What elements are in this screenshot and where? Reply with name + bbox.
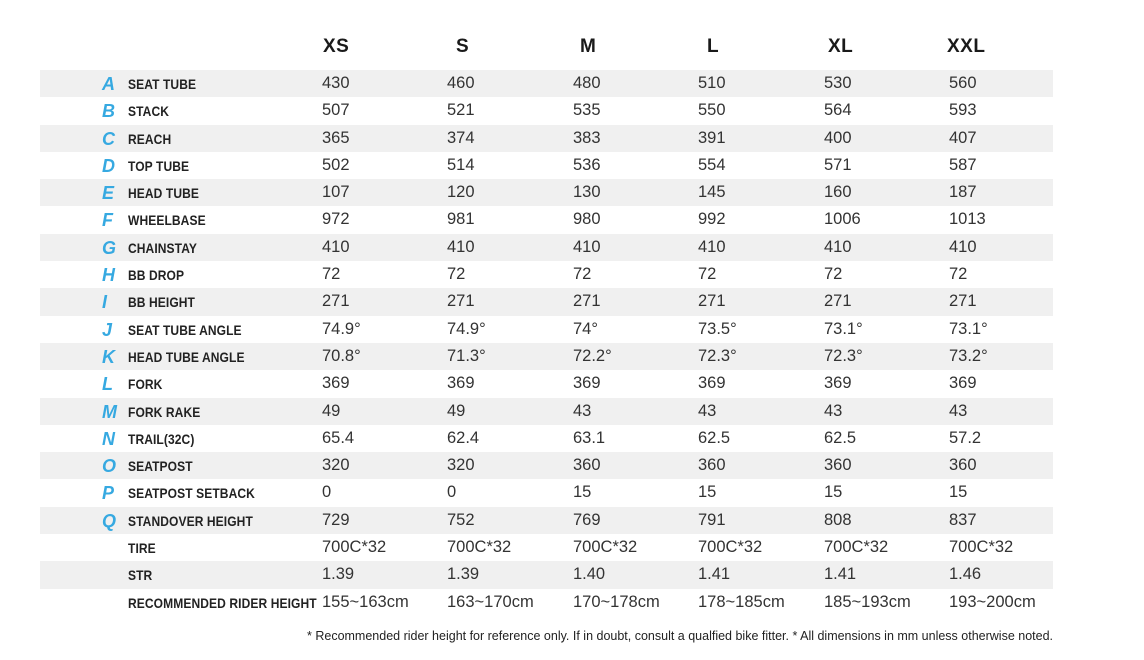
table-cell: 43 [698, 401, 717, 420]
table-cell: 73.2° [949, 346, 988, 365]
table-cell: 587 [949, 155, 977, 174]
table-cell: 407 [949, 128, 977, 147]
table-cell: 271 [698, 292, 726, 311]
row-letter: B [102, 101, 115, 122]
table-cell: 43 [573, 401, 592, 420]
table-cell: 62.5 [698, 428, 731, 447]
table-cell: 554 [698, 155, 726, 174]
table-cell: 187 [949, 183, 977, 202]
table-cell: 72.3° [824, 346, 863, 365]
footnote: * Recommended rider height for reference only. If in doubt, consult a qualfied bike fitter. * All dimensions in mm unless otherwise noted. [307, 629, 1053, 643]
table-cell: 74.9° [322, 319, 361, 338]
table-cell: 700C*32 [573, 538, 638, 557]
table-cell: 73.1° [824, 319, 863, 338]
table-cell: 57.2 [949, 428, 982, 447]
table-cell: 514 [447, 155, 475, 174]
table-row [40, 452, 1053, 479]
row-label: CHAINSTAY [128, 239, 198, 256]
size-header-s: S [456, 36, 470, 57]
row-letter: P [102, 483, 115, 504]
table-row [40, 561, 1053, 588]
table-cell: 410 [698, 237, 726, 256]
row-label: HEAD TUBE ANGLE [128, 348, 245, 365]
size-header-m: M [580, 36, 597, 57]
table-row [40, 589, 1053, 616]
table-cell: 700C*32 [824, 538, 889, 557]
row-letter: C [102, 128, 115, 149]
row-letter: O [102, 456, 117, 477]
row-letter: H [102, 265, 115, 286]
table-row [40, 70, 1053, 97]
table-cell: 752 [447, 510, 475, 529]
table-cell: 700C*32 [949, 538, 1014, 557]
row-letter: M [102, 401, 117, 422]
table-cell: 808 [824, 510, 852, 529]
table-cell: 15 [824, 483, 843, 502]
row-label: BB HEIGHT [128, 294, 195, 311]
table-row [40, 479, 1053, 506]
row-label: STR [128, 567, 153, 584]
table-cell: 430 [322, 74, 350, 92]
table-cell: 72 [824, 265, 843, 284]
table-cell: 65.4 [322, 428, 355, 447]
table-cell: 502 [322, 155, 350, 174]
table-row [40, 343, 1053, 370]
table-cell: 193~200cm [949, 592, 1036, 611]
row-letter: A [102, 74, 115, 94]
table-cell: 593 [949, 101, 977, 120]
table-cell: 972 [322, 210, 350, 229]
table-cell: 700C*32 [322, 538, 387, 557]
row-letter: D [102, 155, 115, 176]
table-cell: 1.39 [447, 565, 480, 584]
table-cell: 535 [573, 101, 601, 120]
table-cell: 49 [447, 401, 466, 420]
table-cell: 369 [949, 374, 977, 393]
table-cell: 510 [698, 74, 726, 92]
row-letter: I [102, 292, 108, 313]
table-cell: 107 [322, 183, 350, 202]
table-cell: 145 [698, 183, 726, 202]
table-cell: 72 [573, 265, 592, 284]
table-row [40, 398, 1053, 425]
table-cell: 410 [949, 237, 977, 256]
row-label: WHEELBASE [128, 212, 206, 229]
row-label: BB DROP [128, 267, 185, 284]
size-header-l: L [707, 36, 720, 57]
table-cell: 791 [698, 510, 726, 529]
row-label: TOP TUBE [128, 157, 190, 174]
table-cell: 185~193cm [824, 592, 911, 611]
row-letter: L [102, 374, 113, 395]
table-row [40, 507, 1053, 534]
table-cell: 43 [949, 401, 968, 420]
table-cell: 410 [824, 237, 852, 256]
table-cell: 410 [573, 237, 601, 256]
table-cell: 320 [447, 456, 475, 475]
table-cell: 360 [824, 456, 852, 475]
table-cell: 1.41 [824, 565, 857, 584]
geometry-table [40, 32, 1053, 616]
table-cell: 74° [573, 319, 598, 338]
table-cell: 507 [322, 101, 350, 120]
table-cell: 700C*32 [447, 538, 512, 557]
table-row [40, 97, 1053, 124]
table-cell: 49 [322, 401, 341, 420]
table-cell: 163~170cm [447, 592, 534, 611]
table-cell: 62.5 [824, 428, 857, 447]
table-cell: 1.39 [322, 565, 355, 584]
table-cell: 391 [698, 128, 726, 147]
table-cell: 360 [573, 456, 601, 475]
table-cell: 62.4 [447, 428, 480, 447]
table-cell: 729 [322, 510, 350, 529]
table-cell: 992 [698, 210, 726, 229]
table-cell: 271 [573, 292, 601, 311]
table-cell: 837 [949, 510, 977, 529]
size-header-xl: XL [828, 36, 854, 57]
table-cell: 410 [322, 237, 350, 256]
row-letter: G [102, 237, 117, 258]
table-cell: 981 [447, 210, 475, 229]
table-cell: 1.41 [698, 565, 731, 584]
row-label: FORK [128, 376, 163, 393]
table-cell: 400 [824, 128, 852, 147]
table-cell: 178~185cm [698, 592, 785, 611]
table-cell: 521 [447, 101, 475, 120]
table-cell: 15 [949, 483, 968, 502]
row-label: TRAIL(32C) [128, 430, 195, 447]
table-cell: 369 [447, 374, 475, 393]
row-label: SEAT TUBE ANGLE [128, 321, 242, 338]
table-row [40, 316, 1053, 343]
table-cell: 980 [573, 210, 601, 229]
table-cell: 70.8° [322, 346, 361, 365]
table-row [40, 125, 1053, 152]
table-cell: 1013 [949, 210, 986, 229]
table-cell: 550 [698, 101, 726, 120]
row-letter: N [102, 428, 115, 449]
table-cell: 369 [322, 374, 350, 393]
table-cell: 0 [447, 483, 457, 502]
table-cell: 72.2° [573, 346, 612, 365]
table-cell: 374 [447, 128, 475, 147]
row-label: RECOMMENDED RIDER HEIGHT [128, 594, 317, 611]
table-cell: 43 [824, 401, 843, 420]
table-cell: 120 [447, 183, 475, 202]
table-cell: 15 [698, 483, 717, 502]
table-cell: 536 [573, 155, 601, 174]
size-header-xs: XS [323, 36, 350, 57]
table-row [40, 261, 1053, 288]
size-header-xxl: XXL [947, 36, 986, 57]
table-cell: 369 [824, 374, 852, 393]
row-label: SEATPOST [128, 458, 193, 475]
row-letter: Q [102, 510, 117, 531]
table-cell: 271 [949, 292, 977, 311]
row-label: TIRE [128, 540, 156, 557]
table-cell: 71.3° [447, 346, 486, 365]
row-letter: J [102, 319, 113, 340]
row-label: REACH [128, 130, 172, 147]
table-cell: 271 [447, 292, 475, 311]
table-cell: 383 [573, 128, 601, 147]
table-cell: 365 [322, 128, 350, 147]
table-cell: 72 [447, 265, 466, 284]
table-row [40, 288, 1053, 315]
table-cell: 160 [824, 183, 852, 202]
table-cell: 369 [573, 374, 601, 393]
table-cell: 72.3° [698, 346, 737, 365]
table-cell: 1.46 [949, 565, 982, 584]
table-cell: 320 [322, 456, 350, 475]
table-cell: 155~163cm [322, 592, 409, 611]
table-cell: 130 [573, 183, 601, 202]
table-cell: 564 [824, 101, 852, 120]
table-cell: 1.40 [573, 565, 606, 584]
table-row [40, 179, 1053, 206]
table-cell: 72 [949, 265, 968, 284]
table-cell: 769 [573, 510, 601, 529]
table-cell: 360 [949, 456, 977, 475]
table-cell: 700C*32 [698, 538, 763, 557]
table-cell: 0 [322, 483, 332, 502]
row-letter: E [102, 183, 115, 204]
table-cell: 560 [949, 74, 977, 92]
size-header-row [40, 32, 1053, 70]
row-label: SEAT TUBE [128, 76, 197, 92]
row-letter: F [102, 210, 113, 231]
table-cell: 271 [824, 292, 852, 311]
table-row [40, 234, 1053, 261]
table-cell: 72 [322, 265, 341, 284]
table-cell: 170~178cm [573, 592, 660, 611]
table-cell: 74.9° [447, 319, 486, 338]
table-row [40, 206, 1053, 233]
table-cell: 1006 [824, 210, 861, 229]
table-cell: 73.5° [698, 319, 737, 338]
table-cell: 369 [698, 374, 726, 393]
row-letter: K [102, 346, 115, 367]
row-label: STACK [128, 103, 170, 120]
table-cell: 63.1 [573, 428, 606, 447]
table-cell: 460 [447, 74, 475, 92]
table-cell: 480 [573, 74, 601, 92]
row-label: HEAD TUBE [128, 185, 200, 202]
table-cell: 73.1° [949, 319, 988, 338]
table-cell: 72 [698, 265, 717, 284]
table-row [40, 370, 1053, 397]
table-row [40, 425, 1053, 452]
table-body [40, 70, 1053, 616]
table-cell: 271 [322, 292, 350, 311]
table-cell: 15 [573, 483, 592, 502]
table-cell: 360 [698, 456, 726, 475]
table-row [40, 534, 1053, 561]
table-cell: 530 [824, 74, 852, 92]
row-label: STANDOVER HEIGHT [128, 512, 253, 529]
row-label: SEATPOST SETBACK [128, 485, 255, 502]
row-label: FORK RAKE [128, 403, 201, 420]
table-row [40, 152, 1053, 179]
table-cell: 571 [824, 155, 852, 174]
table-cell: 410 [447, 237, 475, 256]
